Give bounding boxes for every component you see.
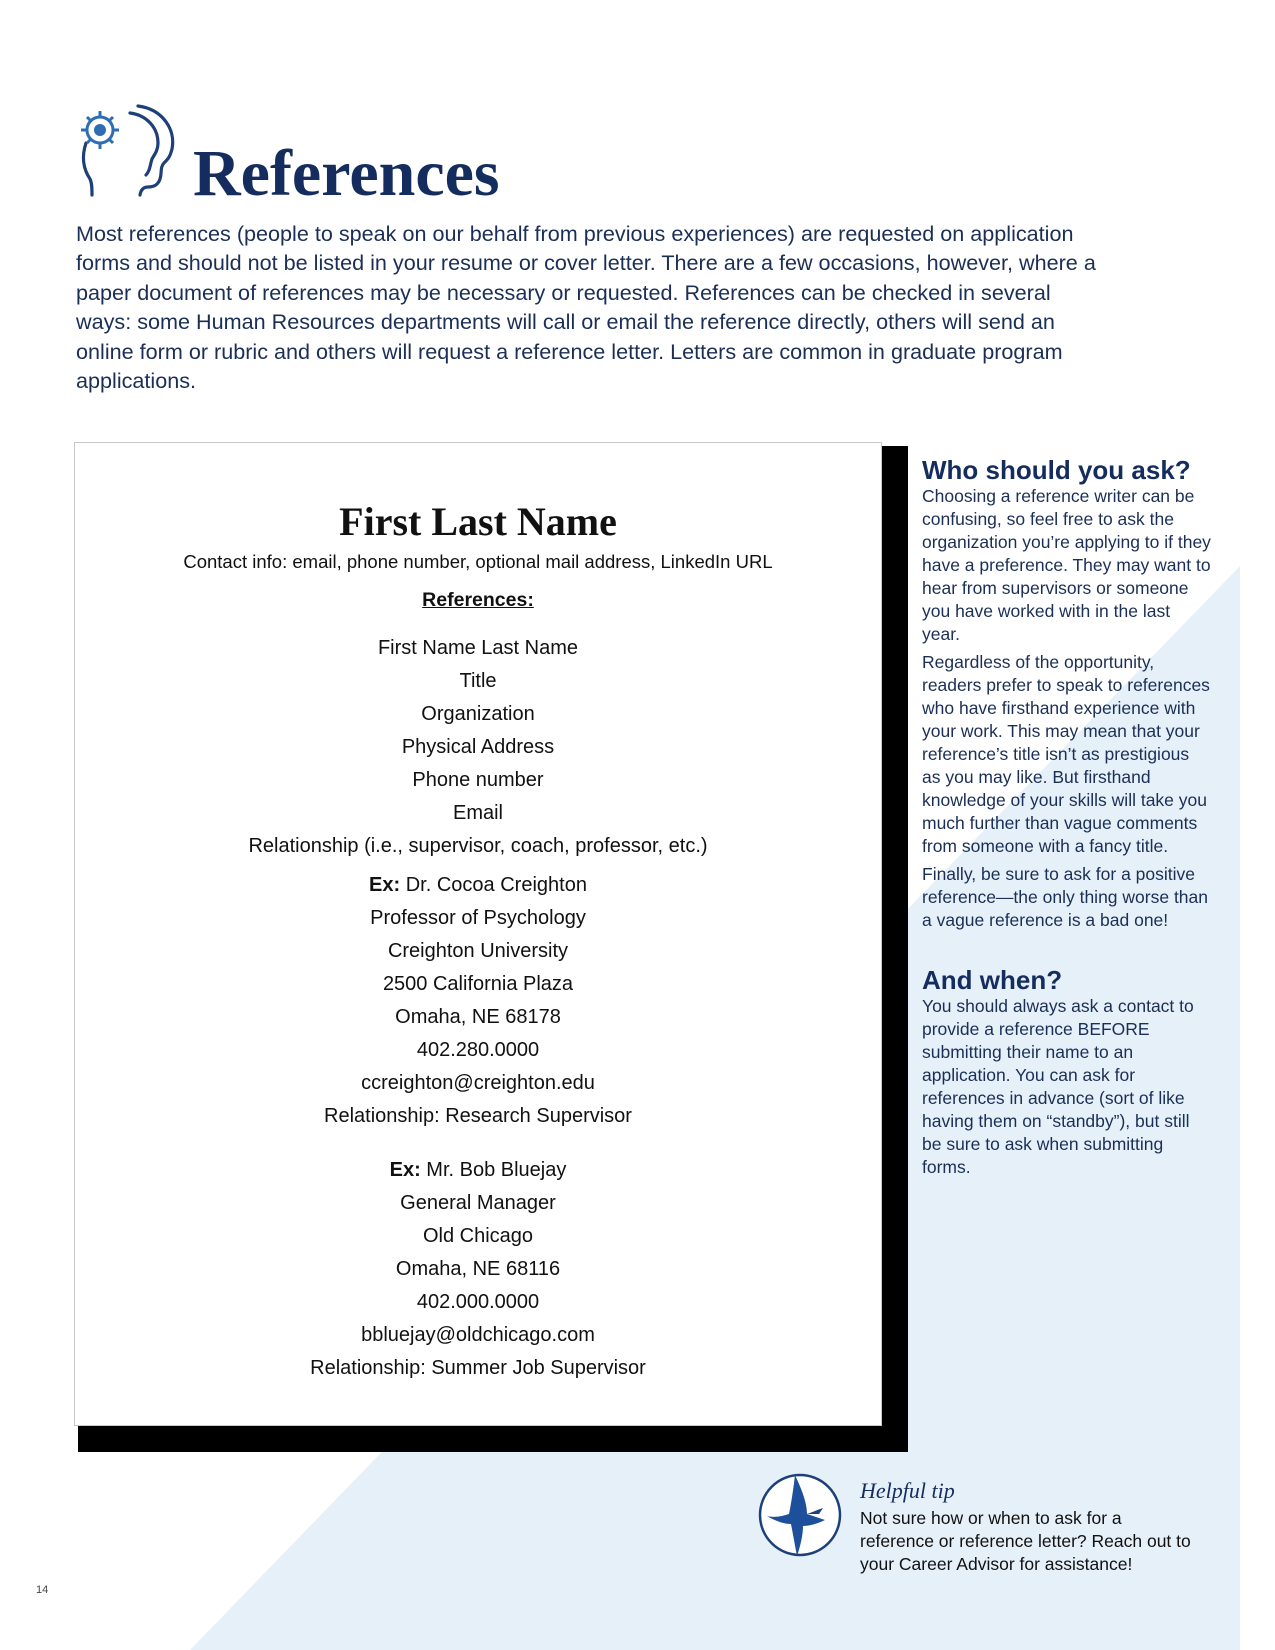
example-2-line: bbluejay@oldchicago.com: [361, 1324, 595, 1346]
template-line: First Name Last Name: [377, 637, 579, 659]
example-1-line: 402.280.0000: [416, 1039, 540, 1061]
template-line: Physical Address: [401, 736, 555, 758]
template-line: Email: [452, 802, 503, 824]
example-2-line: 402.000.0000: [416, 1291, 540, 1313]
head-gear-icon: [74, 103, 178, 199]
example-1-name: Dr. Cocoa Creighton: [405, 874, 587, 896]
and-when-heading: And when?: [922, 965, 1063, 995]
who-should-you-ask-heading: Who should you ask?: [922, 455, 1191, 485]
example-1-name-line: [75, 869, 881, 902]
example-2-line: Omaha, NE 68116: [395, 1258, 561, 1280]
sample-contact-info: Contact info: email, phone number, optional mail address, LinkedIn URL: [183, 551, 773, 572]
reference-sample-card: [74, 442, 882, 1426]
template-line: Title: [459, 670, 497, 692]
who-paragraph: Choosing a reference writer can be confusing, so feel free to ask the organization you’re applying to if they have a preference. They may want to hear from supervisors or someone you have worked with in the last year.: [922, 486, 1211, 644]
bluejay-icon: [757, 1472, 843, 1558]
when-paragraph: You should always ask a contact to provide a reference BEFORE submitting their name to an application. You can ask for references in advance (sort of like having them on “standby”), but still be sure to ask when submitting forms.: [922, 996, 1194, 1177]
page-title: References: [193, 137, 500, 210]
example-1-line: 2500 California Plaza: [382, 973, 574, 995]
example-1-line: ccreighton@creighton.edu: [361, 1072, 595, 1094]
intro-paragraph: Most references (people to speak on our behalf from previous experiences) are requested on application forms and should not be listed in your resume or cover letter. There are a few occasions, however, where a paper document of references may be necessary or requested. References can be checked in several ways: some Human Resources departments will call or email the reference directly, others will send an online form or rubric and others will request a reference letter. Letters are common in graduate program applications.: [76, 221, 1096, 394]
template-line: Relationship (i.e., supervisor, coach, professor, etc.): [248, 835, 708, 857]
who-paragraph: Finally, be sure to ask for a positive reference—the only thing worse than a vague reference is a bad one!: [922, 864, 1208, 930]
sidebar-advice: [922, 455, 1212, 1184]
example-2-line: Old Chicago: [422, 1225, 534, 1247]
page-number: 14: [36, 1584, 49, 1596]
sidebar-gap: [922, 937, 1212, 965]
reference-example-2: [75, 1154, 881, 1385]
example-1-line: Professor of Psychology: [370, 907, 586, 929]
right-margin-strip: [1240, 0, 1275, 1650]
helpful-tip-text: Not sure how or when to ask for a reference or reference letter? Reach out to your Career Advisor for assistance!: [860, 1508, 1191, 1574]
example-2-line: General Manager: [400, 1192, 556, 1214]
example-2-name-line: [75, 1154, 881, 1187]
example-2-name: Mr. Bob Bluejay: [426, 1159, 567, 1181]
example-prefix: Ex:: [389, 1159, 421, 1181]
who-paragraph: Regardless of the opportunity, readers prefer to speak to references who have firsthand experience with your work. This may mean that your reference’s title isn’t as prestigious as you may like. But firsthand knowledge of your skills will take you much further than vague comments from someone with a fancy title.: [922, 652, 1210, 856]
example-prefix: Ex:: [369, 874, 401, 896]
reference-template-block: [75, 632, 881, 863]
example-1-line: Creighton University: [387, 940, 569, 962]
template-line: Organization: [421, 703, 535, 725]
example-2-line: Relationship: Summer Job Supervisor: [310, 1357, 646, 1379]
example-1-line: Omaha, NE 68178: [395, 1006, 561, 1028]
template-line: Phone number: [412, 769, 544, 791]
example-1-line: Relationship: Research Supervisor: [324, 1105, 632, 1127]
sample-references-heading: References:: [422, 589, 534, 611]
helpful-tip-title: Helpful tip: [860, 1478, 955, 1503]
sample-name: First Last Name: [339, 499, 617, 544]
reference-example-1: [75, 869, 881, 1133]
